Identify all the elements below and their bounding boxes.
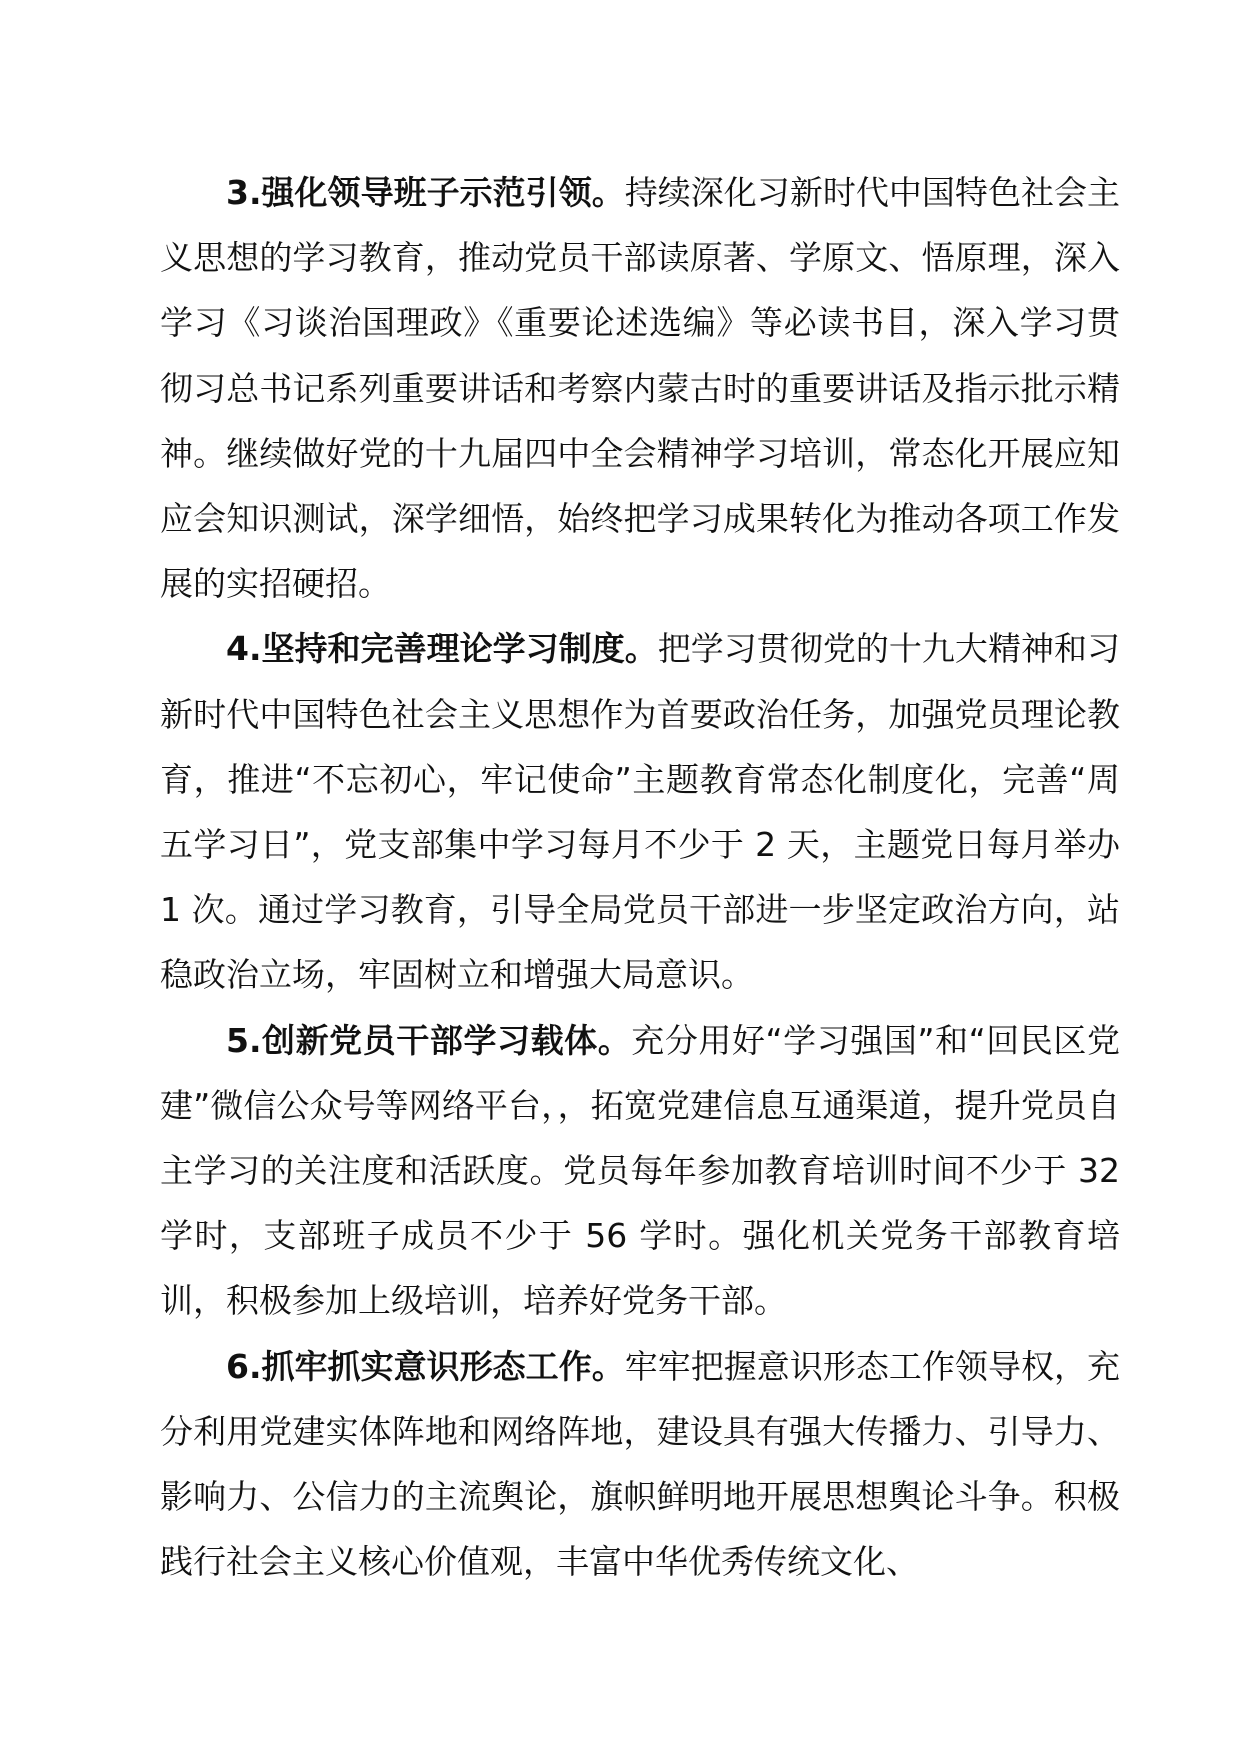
paragraph-text: 把学习贯彻党的十九大精神和习新时代中国特色社会主义思想作为首要政治任务，加强党员理论教育，推进“不忘初心，牢记使命”主题教育常态化制度化，完善“周五学习日”，党支部集中学习每月不少于 2 天，主题党日每月举办 1 次。通过学习教育，引导全局党员干部进一步坚定政治方向，站稳政治立场，牢固树立和增强大局意识。 <box>160 629 1121 995</box>
paragraph-heading: 3.强化领导班子示范引领。 <box>226 173 625 212</box>
paragraph-heading: 5.创新党员干部学习载体。 <box>226 1020 632 1060</box>
document-body <box>160 160 1120 1594</box>
paragraph-3 <box>160 160 1120 616</box>
paragraph-heading: 6.抓牢抓实意识形态工作。 <box>226 1346 625 1386</box>
paragraph-4 <box>160 616 1120 1007</box>
paragraph-heading: 4.坚持和完善理论学习制度。 <box>226 629 658 669</box>
paragraph-text: 充分用好“学习强国”和“回民区党建”微信公众号等网络平台，，拓宽党建信息互通渠道，提升党员自主学习的关注度和活跃度。党员每年参加教育培训时间不少于 32 学时，支部班子成员不少于 56 学时。强化机关党务干部教育培训，积极参加上级培训，培养好党务干部。 <box>160 1020 1121 1321</box>
paragraph-text: 牢牢把握意识形态工作领导权，充分利用党建实体阵地和网络阵地，建设具有强大传播力、引导力、影响力、公信力的主流舆论，旗帜鲜明地开展思想舆论斗争。积极践行社会主义核心价值观，丰富中华优秀传统文化、 <box>160 1346 1121 1582</box>
paragraph-text: 持续深化习新时代中国特色社会主义思想的学习教育，推动党员干部读原著、学原文、悟原理，深入学习《习谈治国理政》《重要论述选编》等必读书目，深入学习贯彻习总书记系列重要讲话和考察内蒙古时的重要讲话及指示批示精神。继续做好党的十九届四中全会精神学习培训，常态化开展应知应会知识测试，深学细悟，始终把学习成果转化为推动各项工作发展的实招硬招。 <box>160 173 1121 604</box>
paragraph-5 <box>160 1008 1120 1334</box>
paragraph-6 <box>160 1334 1120 1595</box>
